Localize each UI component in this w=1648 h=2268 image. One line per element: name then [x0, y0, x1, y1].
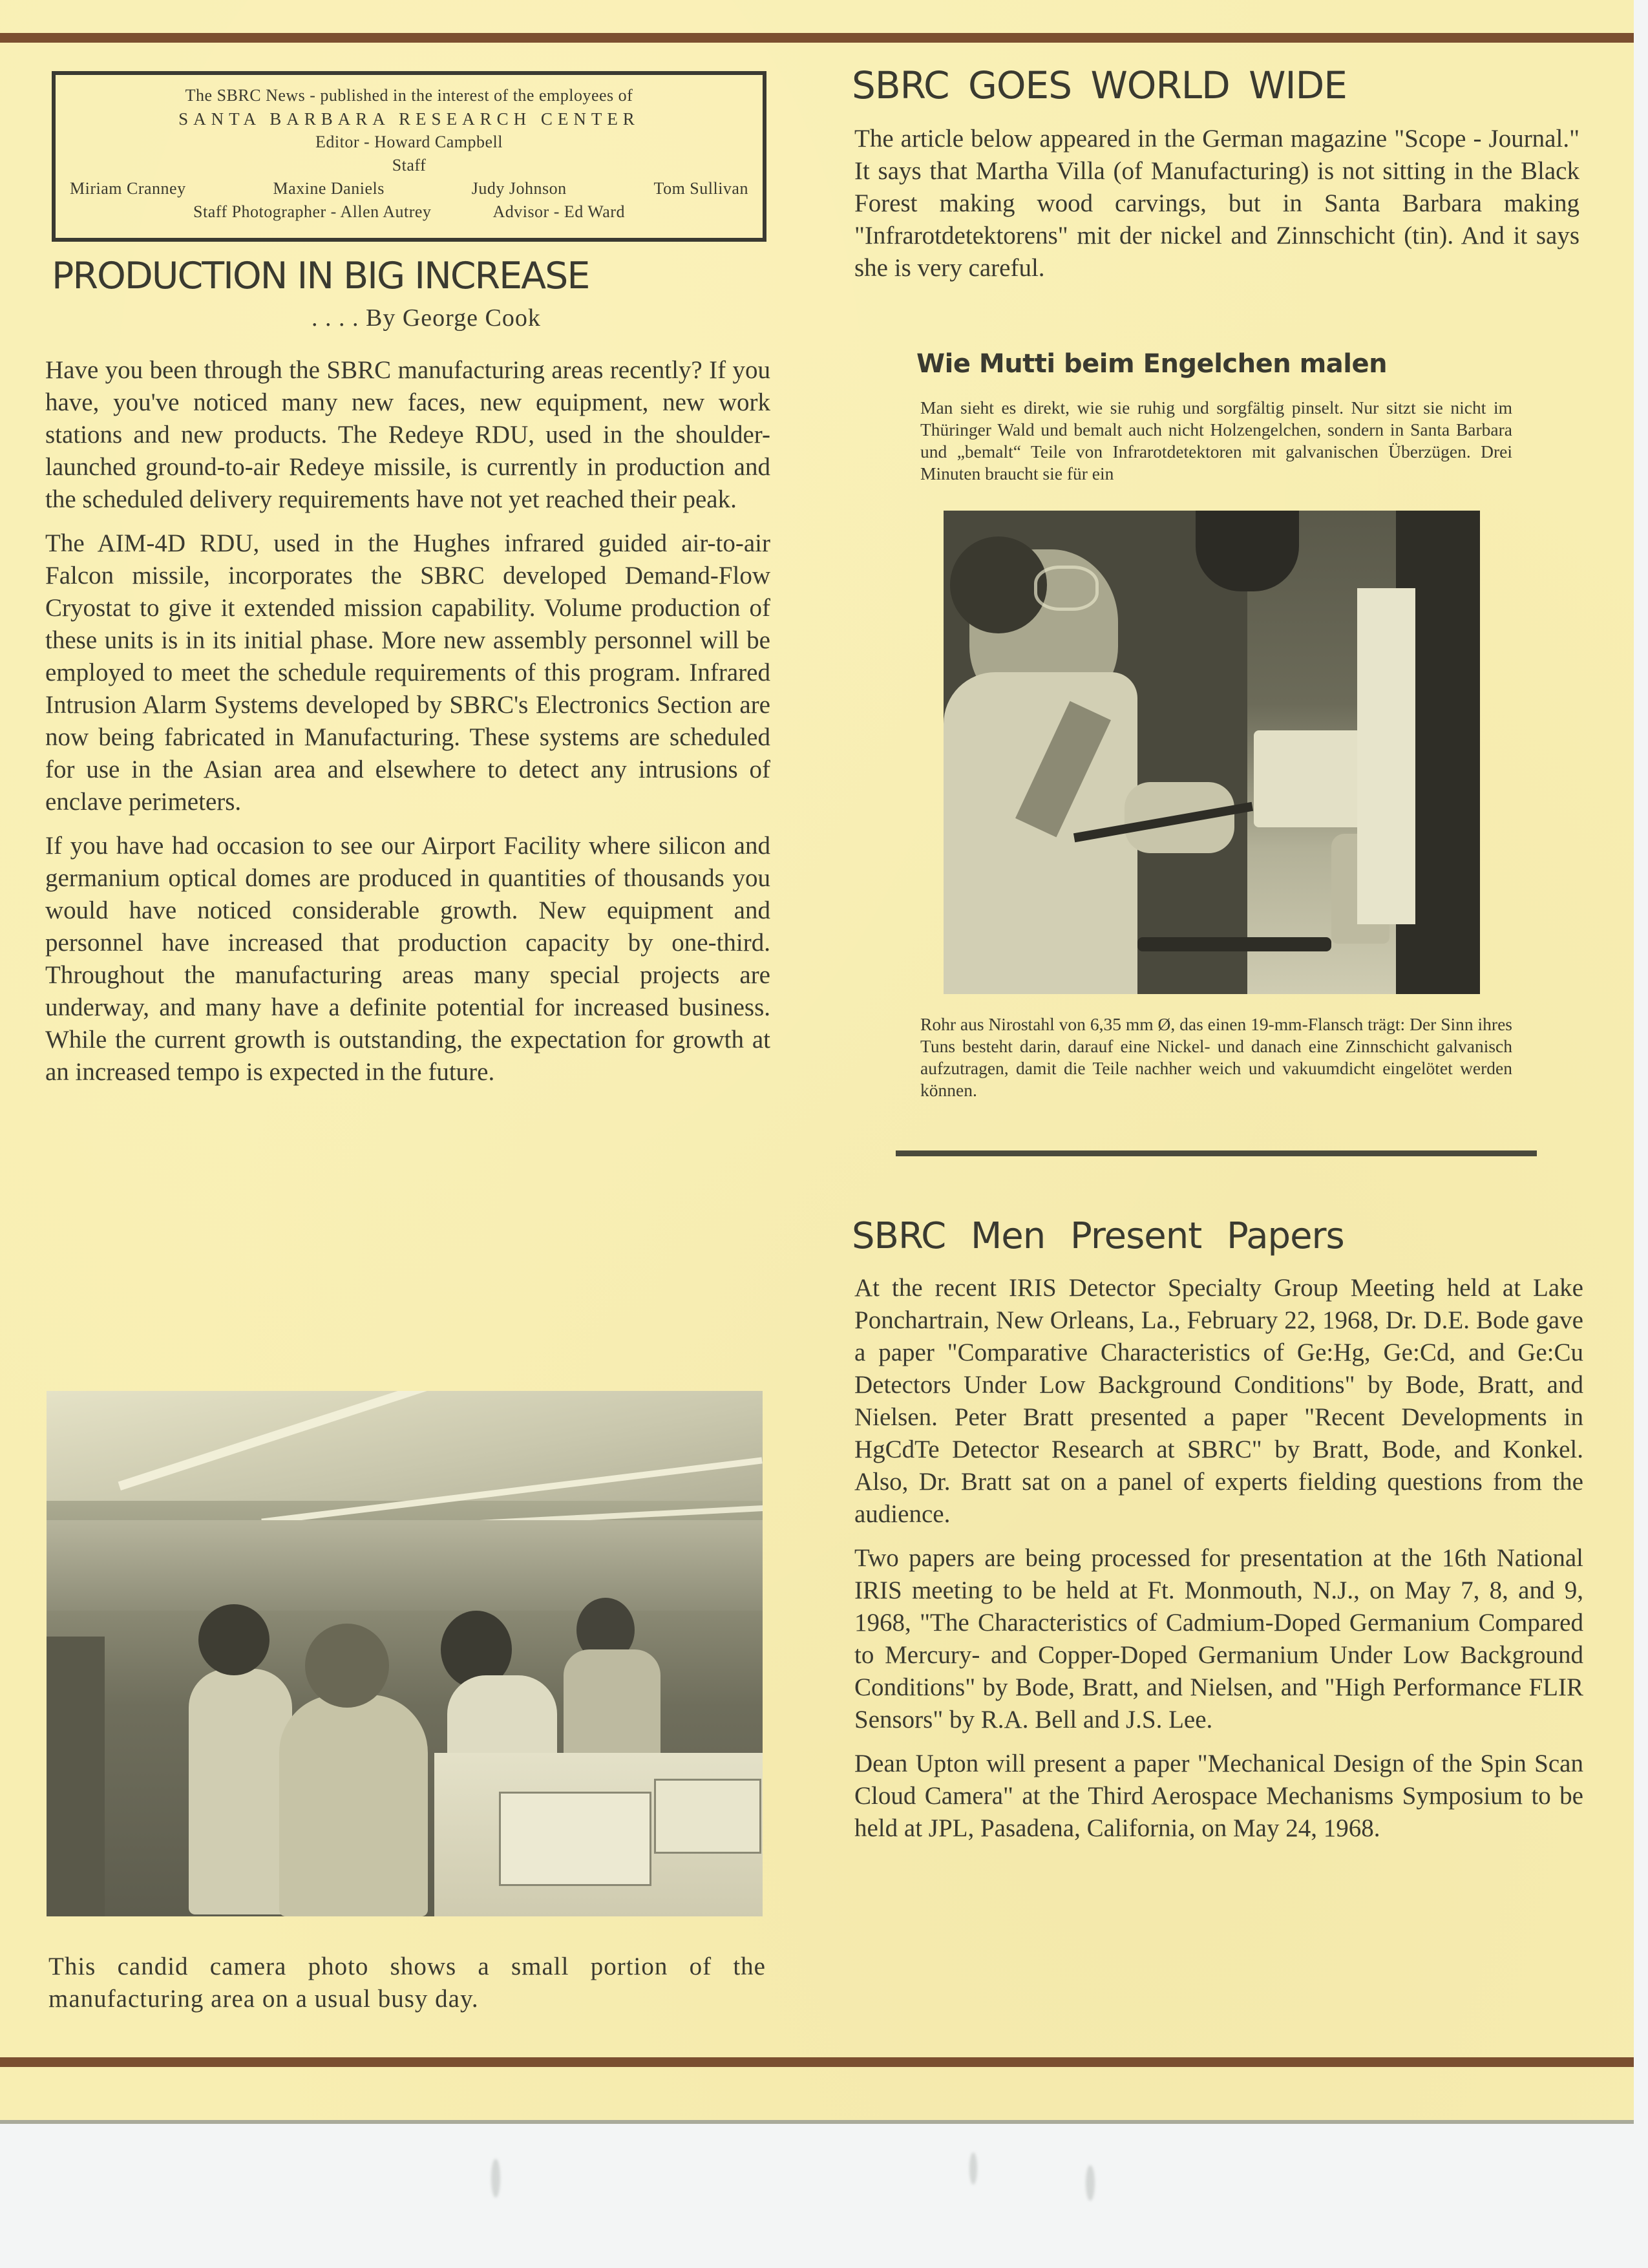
scanner-smudge — [969, 2152, 977, 2185]
papers-paragraph: At the recent IRIS Detector Specialty Group Meeting held at Lake Ponchartrain, New Orleans, La., February 22, 1968, Dr. D.E. Bode gave a paper "Comparative Characteristics of Ge:Hg, Ge:Cd, and Ge:Cu Detectors Under Low Background Conditions" by Bode, Bratt, and Nielsen. Peter Bratt presented a paper "Recent Developments in HgCdTe Detector Research at SBRC" by Bratt, Bode, and Konkel. Also, Dr. Bratt sat on a panel of experts fielding questions from the audience. — [854, 1274, 1583, 1528]
masthead-editor: Editor - Howard Campbell — [315, 132, 503, 151]
staff-member: Tom Sullivan — [653, 179, 748, 198]
manufacturing-area-photo — [47, 1391, 763, 1916]
production-article-body — [45, 354, 770, 1100]
masthead-box — [52, 71, 766, 242]
production-article-byline: . . . . By George Cook — [312, 304, 541, 332]
production-paragraph: Have you been through the SBRC manufacturing areas recently? If you have, you've noticed many new faces, new equipment, new work stations and new products. The Redeye RDU, used in the shoulder-launched ground-to-air Redeye missile, is currently in production and the scheduled delivery requirements have not yet reached their peak. — [45, 356, 770, 513]
bottom-brown-rule — [0, 2057, 1634, 2067]
papers-paragraph: Two papers are being processed for presentation at the 16th National IRIS meeting to be held at Ft. Monmouth, N.J., on May 7, 8, and 9, 1968, "The Characteristics of Cadmium-Doped Germanium Compared to Mercury- and Copper-Doped Germanium Under Low Background Conditions" by Bode, Bratt, and Nielsen, and "High Performance FLIR Sensors" by R.A. Bell and J.S. Lee. — [854, 1544, 1583, 1733]
production-article-title: PRODUCTION IN BIG INCREASE — [52, 255, 589, 297]
page-edge-shadow — [0, 2120, 1634, 2124]
scanner-smudge — [1086, 2165, 1095, 2201]
production-paragraph: The AIM-4D RDU, used in the Hughes infrared guided air-to-air Falcon missile, incorporates the SBRC developed Demand-Flow Cryostat to give it extended mission capability. Volume production of these units is in its initial phase. More new assembly personnel will be employed to meet the schedule requirements of this program. Infrared Intrusion Alarm Systems developed by SBRC's Electronics Section are now being fabricated in Manufacturing. These systems are scheduled for use in the Asian area and elsewhere to detect any intrusions of enclave perimeters. — [45, 529, 770, 816]
section-divider-rule — [896, 1150, 1537, 1156]
top-brown-rule — [0, 33, 1634, 43]
german-clipping-photo — [944, 511, 1480, 994]
scanner-smudge — [491, 2159, 500, 2198]
world-wide-article-title: SBRC GOES WORLD WIDE — [852, 63, 1347, 107]
papers-paragraph: Dean Upton will present a paper "Mechanical Design of the Spin Scan Cloud Camera" at the Third Aerospace Mechanisms Symposium to be held at JPL, Pasadena, California, on May 24, 1968. — [854, 1750, 1583, 1842]
staff-member: Miriam Cranney — [70, 179, 186, 198]
masthead-tagline: The SBRC News - published in the interest of the employees of — [185, 86, 633, 105]
papers-article-body — [854, 1272, 1583, 1856]
masthead-credits — [56, 200, 763, 224]
world-wide-article-body: The article below appeared in the German magazine "Scope - Journal." It says that Martha Villa (of Manufacturing) is not sitting in the Black Forest making wood carvings, but in Santa Barbara making "Infrarotdetektorens" mit der nickel and Zinnschicht (tin). And it says she is very careful. — [854, 125, 1579, 282]
staff-member: Judy Johnson — [471, 179, 567, 198]
german-clipping-caption: Rohr aus Nirostahl von 6,35 mm Ø, das einen 19-mm-Flansch trägt: Der Sinn ihres Tuns besteht darin, darauf eine Nickel- und danach eine Zinnschicht galvanisch aufzutragen, damit die Teile nachher weich und vakuumdicht eingelötet werden können. — [920, 1014, 1512, 1100]
masthead-advisor: Advisor - Ed Ward — [492, 202, 625, 221]
masthead-staff-list — [56, 177, 763, 200]
masthead-staff-label: Staff — [392, 156, 427, 175]
staff-member: Maxine Daniels — [273, 179, 385, 198]
masthead-org-name: SANTA BARBARA RESEARCH CENTER — [178, 109, 640, 129]
masthead-photographer: Staff Photographer - Allen Autrey — [193, 202, 432, 221]
german-clipping-intro: Man sieht es direkt, wie sie ruhig und sorgfältig pinselt. Nur sitzt sie nicht im Thüringer Wald und bemalt auch nicht Holzengelchen, sondern in Santa Barbara und „bemalt“ Teile von Infrarotdetektoren mit galvanischen Überzügen. Drei Minuten braucht sie für ein — [920, 397, 1512, 483]
production-paragraph: If you have had occasion to see our Airport Facility where silicon and germanium optical domes are produced in quantities of thousands you would have noticed considerable growth. New equipment and personnel have increased that production capacity by one-third. Throughout the manufacturing areas many special projects are underway, and many have a definite potential for increased business. While the current growth is outstanding, the expectation for growth at an increased tempo is expected in the future. — [45, 832, 770, 1086]
manufacturing-photo-caption: This candid camera photo shows a small portion of the manufacturing area on a usual busy day. — [48, 1953, 766, 2013]
papers-article-title: SBRC Men Present Papers — [852, 1215, 1344, 1257]
german-clipping-headline: Wie Mutti beim Engelchen malen — [916, 349, 1388, 379]
